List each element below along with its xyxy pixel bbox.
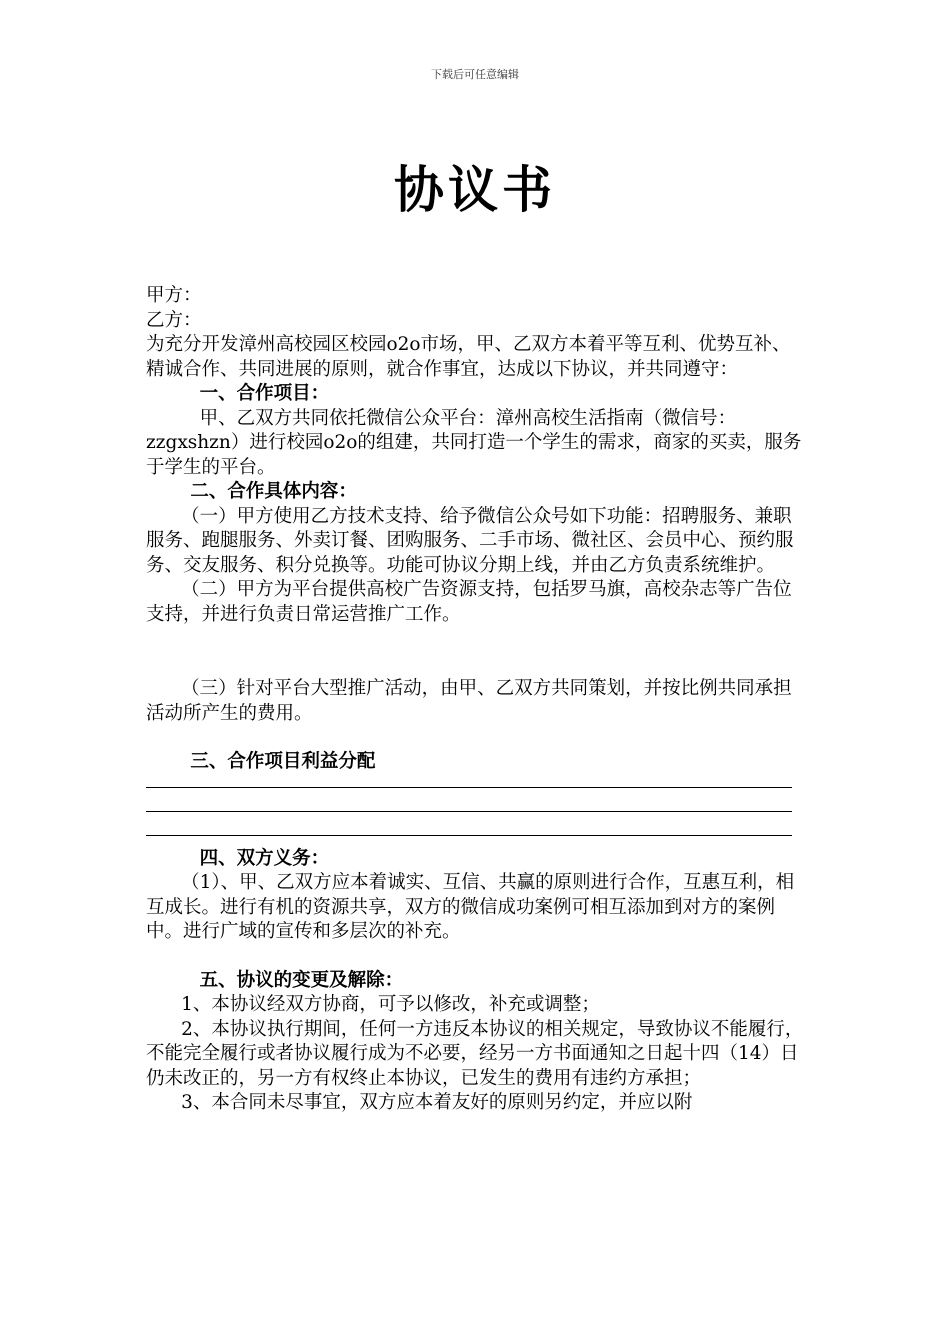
header-note: 下载后可任意编辑 — [431, 68, 519, 81]
section-5-item-2: 2、本协议执行期间，任何一方违反本协议的相关规定，导致协议不能履行，不能完全履行或者协议履行成为不必要，经另一方书面通知之日起十四（14）日仍未改正的，另一方有权终止本协议，已发生的费用有违约方承担； — [146, 1018, 804, 1089]
blank-fill-line — [146, 775, 806, 799]
section-1-heading: 一、合作项目： — [199, 383, 330, 404]
section-5-heading: 五、协议的变更及解除： — [199, 969, 404, 991]
section-5-item-1: 1、本协议经双方协商，可予以修改，补充或调整； — [181, 994, 600, 1015]
section-2-item-1: （一）甲方使用乙方技术支持、给予微信公众号如下功能：招聘服务、兼职服务、跑腿服务、外卖订餐、团购服务、二手市场、微社区、会员中心、预约服务、交友服务、积分兑换等。功能可协议分期上线，并由乙方负责系统维护。 — [146, 505, 794, 576]
party-a-label: 甲方： — [146, 285, 202, 306]
section-2-heading: 二、合作具体内容： — [190, 481, 357, 502]
document-title: 协议书 — [394, 161, 556, 219]
section-4-item-1: （1）、甲、乙双方应本着诚实、互信、共赢的原则进行合作，互惠互利，相互成长。进行有机的资源共享，双方的微信成功案例可相互添加到对方的案例中。进行广域的宣传和多层次的补充。 — [146, 872, 795, 942]
section-2-item-3: （三）针对平台大型推广活动，由甲、乙双方共同策划，并按比例共同承担活动所产生的费用。 — [146, 678, 792, 724]
section-5-item-3: 3、本合同未尽事宜，双方应本着友好的原则另约定，并应以附 — [181, 1092, 693, 1113]
section-3-heading: 三、合作项目利益分配 — [190, 751, 376, 772]
blank-fill-line — [146, 799, 806, 823]
document-body — [146, 284, 806, 1116]
section-1-body: 甲、乙双方共同依托微信公众平台：漳州高校生活指南（微信号：zzgxshzn）进行校园o2o的组建，共同打造一个学生的需求，商家的买卖，服务于学生的平台。 — [146, 407, 802, 478]
party-b-label: 乙方： — [146, 309, 202, 331]
section-2-item-2: （二）甲方为平台提供高校广告资源支持，包括罗马旗，高校杂志等广告位支持，并进行负责日常运营推广工作。 — [146, 579, 792, 625]
section-4-heading: 四、双方义务： — [199, 847, 330, 869]
blank-fill-line — [146, 823, 806, 847]
intro-paragraph: 为充分开发漳州高校园区校园o2o市场，甲、乙双方本着平等互利、优势互补、精诚合作、共同进展的原则，就合作事宜，达成以下协议，并共同遵守： — [146, 334, 791, 380]
